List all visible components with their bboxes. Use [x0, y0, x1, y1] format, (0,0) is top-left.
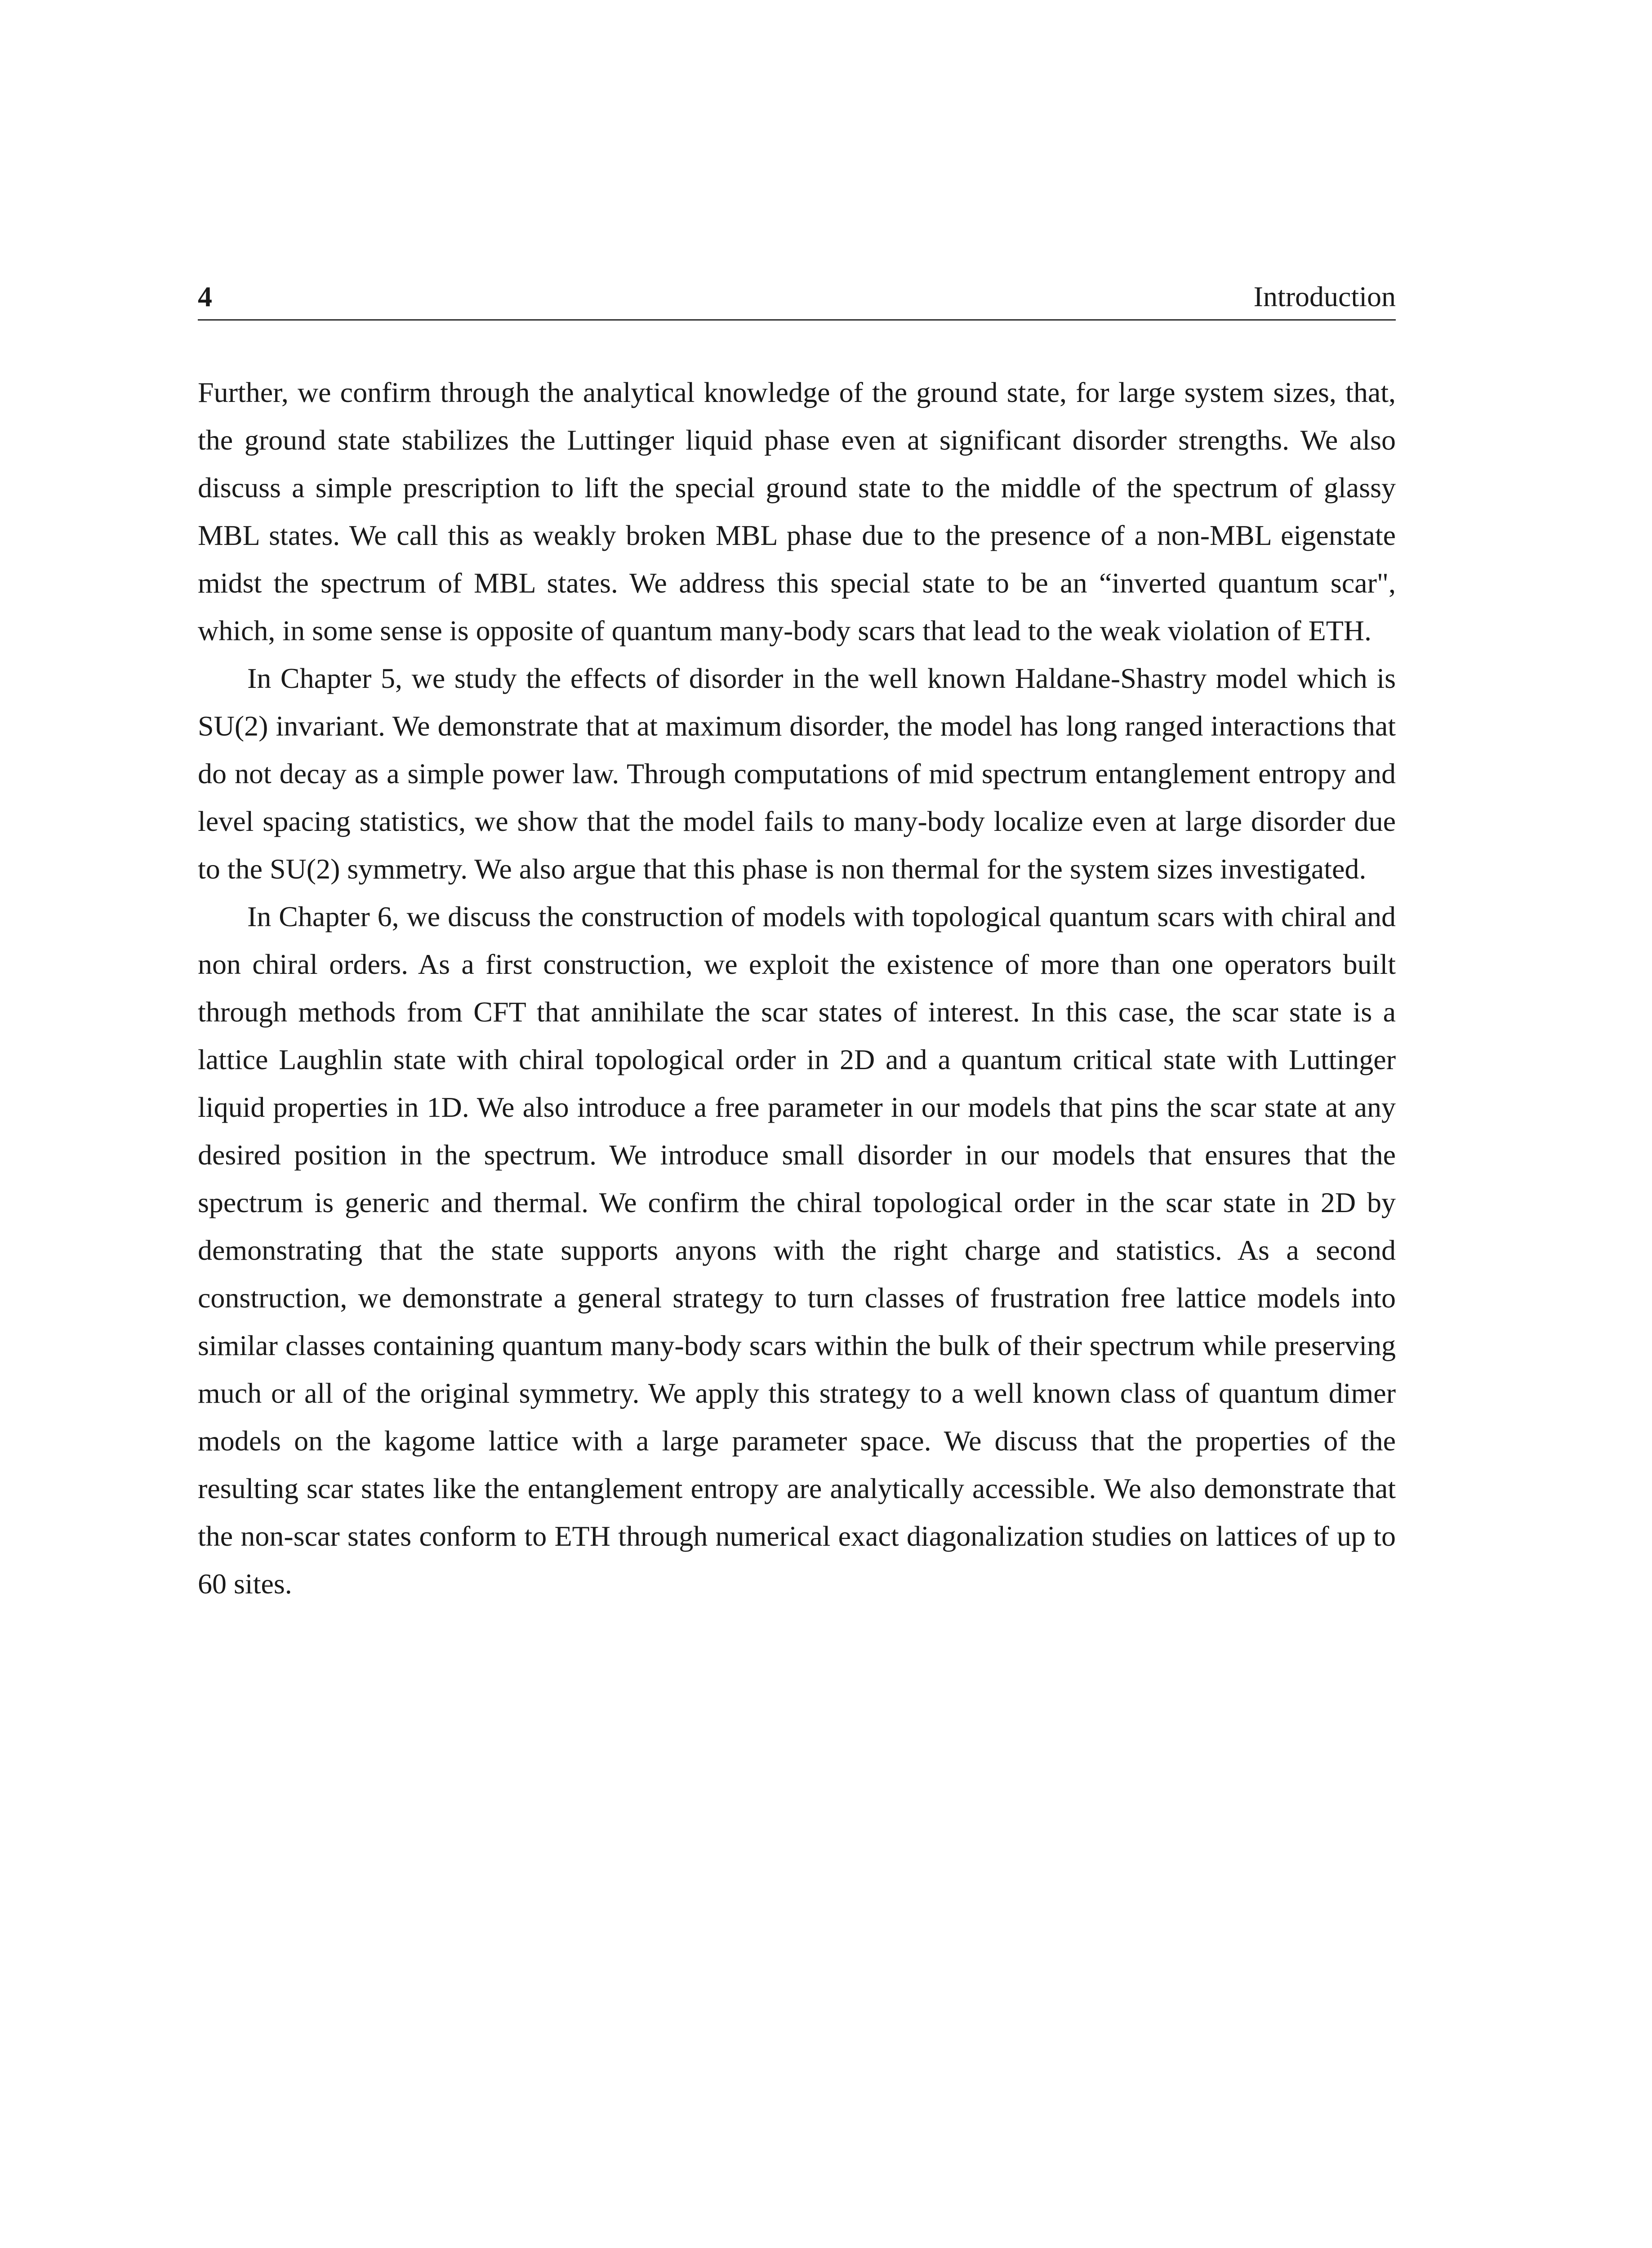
paragraph-1: Further, we confirm through the analytical knowledge of the ground state, for large system sizes, that, the ground state stabilizes the Luttinger liquid phase even at significant disorder strengths. We also discuss a simple prescription to lift the special ground state to the middle of the spectrum of glassy MBL states. We call this as weakly broken MBL phase due to the presence of a non-MBL eigenstate midst the spectrum of MBL states. We address this special state to be an “inverted quantum scar", which, in some sense is opposite of quantum many-body scars that lead to the weak violation of ETH. [198, 376, 1396, 647]
paragraph-3: In Chapter 6, we discuss the construction of models with topological quantum scars with chiral and non chiral orders. As a first construction, we exploit the existence of more than one operators built through methods from CFT that annihilate the scar states of interest. In this case, the scar state is a lattice Laughlin state with chiral topological order in 2D and a quantum critical state with Luttinger liquid properties in 1D. We also introduce a free parameter in our models that pins the scar state at any desired position in the spectrum. We introduce small disorder in our models that ensures that the spectrum is generic and thermal. We confirm the chiral topological order in the scar state in 2D by demonstrating that the state supports anyons with the right charge and statistics. As a second construction, we demonstrate a general strategy to turn classes of frustration free lattice models into similar classes containing quantum many-body scars within the bulk of their spectrum while preserving much or all of the original symmetry. We apply this strategy to a well known class of quantum dimer models on the kagome lattice with a large parameter space. We discuss that the properties of the resulting scar states like the entanglement entropy are analytically accessible. We also demonstrate that the non-scar states conform to ETH through numerical exact diagonalization studies on lattices of up to 60 sites. [198, 901, 1396, 1600]
running-header [198, 274, 1396, 321]
body-text [198, 369, 1396, 1608]
paragraph-2: In Chapter 5, we study the effects of disorder in the well known Haldane-Shastry model which is SU(2) invariant. We demonstrate that at maximum disorder, the model has long ranged interactions that do not decay as a simple power law. Through computations of mid spectrum entanglement entropy and level spacing statistics, we show that the model fails to many-body localize even at large disorder due to the SU(2) symmetry. We also argue that this phase is non thermal for the system sizes investigated. [198, 662, 1396, 885]
page-number: 4 [198, 281, 212, 312]
chapter-title: Introduction [1253, 281, 1396, 312]
